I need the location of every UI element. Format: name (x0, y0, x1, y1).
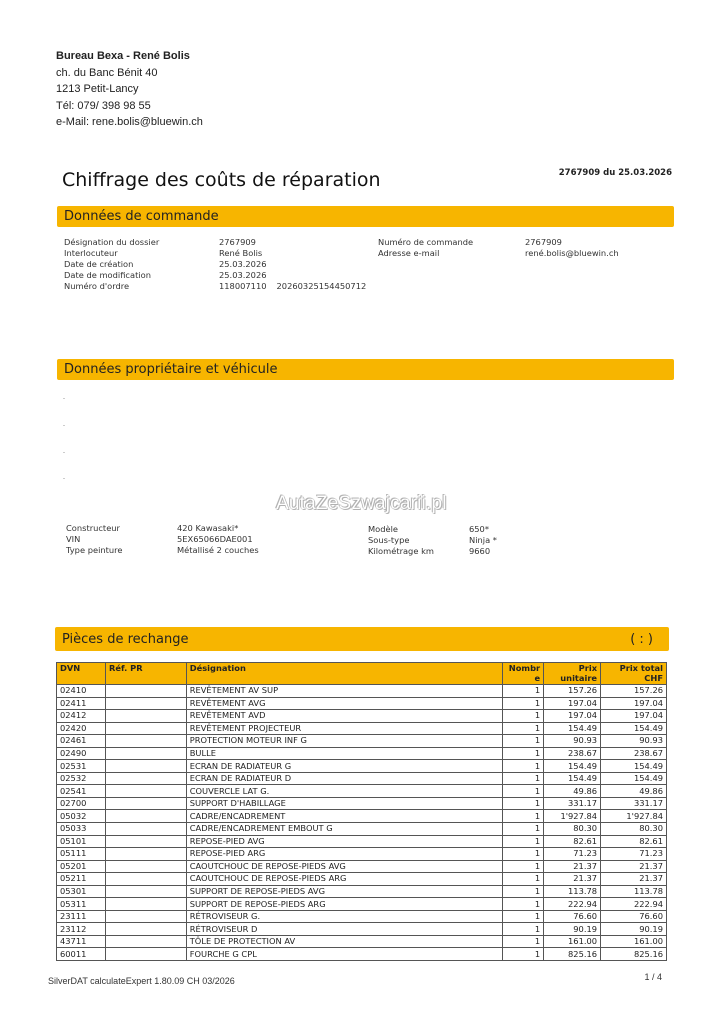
page-number: 1 / 4 (644, 972, 662, 982)
vehicle-values-left (177, 523, 259, 556)
cell-qty: 1 (503, 785, 544, 798)
column-header-quantity: Nombr e (503, 663, 544, 685)
cell-unit: 154.49 (544, 772, 601, 785)
cell-ref (105, 948, 186, 961)
order-label: Numéro d'ordre (64, 281, 130, 291)
cell-total: 154.49 (601, 722, 667, 735)
cell-dvn: 02541 (57, 785, 106, 798)
cell-ref (105, 760, 186, 773)
sender-street: ch. du Banc Bénit 40 (56, 66, 158, 79)
parts-table (56, 662, 667, 961)
table-row (57, 898, 667, 911)
cell-designation: CAOUTCHOUC DE REPOSE-PIEDS AVG (186, 860, 502, 873)
cell-ref (105, 810, 186, 823)
order-value: René Bolis (219, 248, 263, 258)
cell-dvn: 02531 (57, 760, 106, 773)
sender-email: e-Mail: rene.bolis@bluewin.ch (56, 116, 203, 128)
cell-unit: 1'927.84 (544, 810, 601, 823)
table-row (57, 860, 667, 873)
cell-unit: 71.23 (544, 848, 601, 861)
redaction-mark (63, 425, 65, 426)
cell-unit: 222.94 (544, 898, 601, 911)
table-row (57, 747, 667, 760)
order-labels-left (64, 237, 159, 292)
cell-ref (105, 785, 186, 798)
document-reference: 2767909 du 25.03.2026 (558, 168, 672, 178)
order-values-right (525, 237, 619, 259)
cell-total: 197.04 (601, 697, 667, 710)
cell-dvn: 02420 (57, 722, 106, 735)
order-value: 2767909 (525, 237, 562, 247)
vehicle-labels-left (66, 523, 122, 556)
order-number-extra: 20260325154450712 (276, 281, 367, 291)
table-row (57, 810, 667, 823)
order-value: 2767909 (219, 237, 256, 247)
cell-unit: 157.26 (544, 685, 601, 698)
cell-ref (105, 735, 186, 748)
cell-ref (105, 835, 186, 848)
cell-designation: PROTECTION MOTEUR INF G (186, 735, 502, 748)
cell-ref (105, 797, 186, 810)
cell-ref (105, 697, 186, 710)
order-value: 25.03.2026 (219, 270, 267, 280)
vehicle-label: VIN (66, 534, 81, 544)
column-header-unit-price: Prix unitaire (544, 663, 601, 685)
cell-qty: 1 (503, 860, 544, 873)
cell-dvn: 23112 (57, 923, 106, 936)
cell-dvn: 05201 (57, 860, 106, 873)
cell-qty: 1 (503, 823, 544, 836)
vehicle-value: 650* (469, 524, 489, 534)
sender-phone: Tél: 079/ 398 98 55 (56, 99, 151, 112)
table-row (57, 848, 667, 861)
redaction-mark (63, 478, 65, 479)
cell-unit: 90.93 (544, 735, 601, 748)
table-row (57, 785, 667, 798)
vehicle-label: Constructeur (66, 523, 120, 533)
cell-ref (105, 898, 186, 911)
cell-unit: 197.04 (544, 697, 601, 710)
cell-dvn: 05033 (57, 823, 106, 836)
cell-ref (105, 885, 186, 898)
cell-dvn: 02410 (57, 685, 106, 698)
cell-designation: ECRAN DE RADIATEUR D (186, 772, 502, 785)
vehicle-label: Kilométrage km (368, 546, 434, 556)
cell-qty: 1 (503, 735, 544, 748)
section-header-parts (55, 627, 669, 651)
order-values-left (219, 237, 366, 292)
redaction-mark (63, 398, 65, 399)
cell-qty: 1 (503, 935, 544, 948)
section-title-order: Données de commande (64, 209, 219, 224)
vehicle-label: Sous-type (368, 535, 410, 545)
cell-designation: SUPPORT DE REPOSE-PIEDS ARG (186, 898, 502, 911)
footer-software: SilverDAT calculateExpert 1.80.09 CH 03/2026 (48, 976, 235, 986)
cell-total: 197.04 (601, 710, 667, 723)
vehicle-value: Ninja * (469, 535, 497, 545)
cell-total: 21.37 (601, 860, 667, 873)
cell-qty: 1 (503, 810, 544, 823)
cell-designation: CADRE/ENCADREMENT EMBOUT G (186, 823, 502, 836)
cell-ref (105, 935, 186, 948)
cell-unit: 331.17 (544, 797, 601, 810)
cell-dvn: 05211 (57, 873, 106, 886)
cell-qty: 1 (503, 747, 544, 760)
cell-dvn: 02700 (57, 797, 106, 810)
order-label: Adresse e-mail (378, 248, 440, 258)
cell-designation: COUVERCLE LAT G. (186, 785, 502, 798)
cell-unit: 154.49 (544, 760, 601, 773)
cell-designation: SUPPORT DE REPOSE-PIEDS AVG (186, 885, 502, 898)
cell-unit: 21.37 (544, 860, 601, 873)
cell-designation: FOURCHE G CPL (186, 948, 502, 961)
vehicle-value: 9660 (469, 546, 491, 556)
column-header-designation: Désignation (186, 663, 502, 685)
cell-total: 161.00 (601, 935, 667, 948)
sender-name: Bureau Bexa - René Bolis (56, 50, 190, 62)
cell-dvn: 05111 (57, 848, 106, 861)
vehicle-label: Type peinture (66, 545, 123, 555)
cell-unit: 154.49 (544, 722, 601, 735)
cell-ref (105, 923, 186, 936)
cell-total: 154.49 (601, 772, 667, 785)
cell-dvn: 02411 (57, 697, 106, 710)
cell-dvn: 05101 (57, 835, 106, 848)
column-header-ref: Réf. PR (105, 663, 186, 685)
table-row (57, 935, 667, 948)
cell-dvn: 02412 (57, 710, 106, 723)
table-row (57, 910, 667, 923)
cell-unit: 238.67 (544, 747, 601, 760)
cell-designation: RÉTROVISEUR G. (186, 910, 502, 923)
cell-total: 90.19 (601, 923, 667, 936)
cell-qty: 1 (503, 797, 544, 810)
order-label: Désignation du dossier (64, 237, 160, 247)
cell-dvn: 02461 (57, 735, 106, 748)
order-labels-right (378, 237, 473, 259)
order-label: Numéro de commande (378, 237, 474, 247)
cell-qty: 1 (503, 910, 544, 923)
cell-ref (105, 873, 186, 886)
cell-qty: 1 (503, 848, 544, 861)
cell-total: 238.67 (601, 747, 667, 760)
cell-designation: REVÊTEMENT AVG (186, 697, 502, 710)
cell-designation: RÉTROVISEUR D (186, 923, 502, 936)
cell-designation: REVÊTEMENT AV SUP (186, 685, 502, 698)
section-header-order (57, 206, 674, 227)
cell-total: 113.78 (601, 885, 667, 898)
cell-total: 825.16 (601, 948, 667, 961)
cell-dvn: 23111 (57, 910, 106, 923)
cell-dvn: 60011 (57, 948, 106, 961)
cell-unit: 76.60 (544, 910, 601, 923)
page-title: Chiffrage des coûts de réparation (62, 169, 381, 191)
vehicle-label: Modèle (368, 524, 399, 534)
section-title-parts-extra: ( : ) (630, 632, 653, 647)
cell-total: 157.26 (601, 685, 667, 698)
table-row (57, 923, 667, 936)
cell-designation: REVÊTEMENT PROJECTEUR (186, 722, 502, 735)
cell-dvn: 05032 (57, 810, 106, 823)
cell-total: 1'927.84 (601, 810, 667, 823)
cell-designation: REVÊTEMENT AVD (186, 710, 502, 723)
vehicle-value: 420 Kawasaki* (177, 523, 239, 533)
column-header-dvn: DVN (57, 663, 106, 685)
order-label: Interlocuteur (64, 248, 118, 258)
cell-dvn: 05311 (57, 898, 106, 911)
cell-qty: 1 (503, 685, 544, 698)
cell-designation: BULLE (186, 747, 502, 760)
table-row (57, 772, 667, 785)
cell-designation: SUPPORT D'HABILLAGE (186, 797, 502, 810)
cell-ref (105, 823, 186, 836)
cell-designation: REPOSE-PIED ARG (186, 848, 502, 861)
cell-unit: 82.61 (544, 835, 601, 848)
cell-qty: 1 (503, 760, 544, 773)
cell-designation: REPOSE-PIED AVG (186, 835, 502, 848)
cell-total: 71.23 (601, 848, 667, 861)
cell-unit: 90.19 (544, 923, 601, 936)
table-header-row (57, 663, 667, 685)
section-header-vehicle (57, 359, 674, 380)
cell-qty: 1 (503, 873, 544, 886)
sender-address (56, 48, 203, 131)
sender-city: 1213 Petit-Lancy (56, 83, 139, 95)
cell-qty: 1 (503, 772, 544, 785)
cell-designation: ECRAN DE RADIATEUR G (186, 760, 502, 773)
cell-total: 49.86 (601, 785, 667, 798)
vehicle-labels-right (368, 524, 434, 557)
cell-dvn: 05301 (57, 885, 106, 898)
table-row (57, 823, 667, 836)
cell-designation: TÔLE DE PROTECTION AV (186, 935, 502, 948)
cell-unit: 197.04 (544, 710, 601, 723)
cell-qty: 1 (503, 885, 544, 898)
cell-qty: 1 (503, 722, 544, 735)
cell-ref (105, 860, 186, 873)
redaction-mark (63, 452, 65, 453)
parts-table-body (57, 685, 667, 961)
cell-dvn: 02532 (57, 772, 106, 785)
cell-total: 82.61 (601, 835, 667, 848)
cell-ref (105, 685, 186, 698)
cell-total: 21.37 (601, 873, 667, 886)
cell-unit: 80.30 (544, 823, 601, 836)
watermark: AutaZeSzwajcarii.pl (276, 493, 447, 514)
table-row (57, 835, 667, 848)
vehicle-values-right (469, 524, 497, 557)
cell-dvn: 02490 (57, 747, 106, 760)
cell-qty: 1 (503, 923, 544, 936)
cell-designation: CADRE/ENCADREMENT (186, 810, 502, 823)
cell-ref (105, 722, 186, 735)
cell-total: 90.93 (601, 735, 667, 748)
table-row (57, 722, 667, 735)
vehicle-value: Métallisé 2 couches (177, 545, 259, 555)
table-row (57, 685, 667, 698)
order-value-order-number (219, 281, 366, 292)
cell-qty: 1 (503, 710, 544, 723)
table-row (57, 735, 667, 748)
cell-qty: 1 (503, 948, 544, 961)
cell-unit: 21.37 (544, 873, 601, 886)
table-row (57, 948, 667, 961)
table-row (57, 697, 667, 710)
cell-unit: 825.16 (544, 948, 601, 961)
cell-total: 80.30 (601, 823, 667, 836)
cell-ref (105, 848, 186, 861)
cell-designation: CAOUTCHOUC DE REPOSE-PIEDS ARG (186, 873, 502, 886)
cell-unit: 49.86 (544, 785, 601, 798)
column-header-total-price: Prix total CHF (601, 663, 667, 685)
cell-unit: 161.00 (544, 935, 601, 948)
order-label: Date de création (64, 259, 134, 269)
section-title-vehicle: Données propriétaire et véhicule (64, 362, 278, 377)
cell-qty: 1 (503, 697, 544, 710)
table-row (57, 710, 667, 723)
order-number: 118007110 (219, 281, 267, 291)
table-row (57, 873, 667, 886)
order-label: Date de modification (64, 270, 151, 280)
cell-dvn: 43711 (57, 935, 106, 948)
cell-total: 331.17 (601, 797, 667, 810)
cell-ref (105, 710, 186, 723)
order-value: rené.bolis@bluewin.ch (525, 248, 619, 258)
vehicle-value: 5EX65066DAE001 (177, 534, 253, 544)
cell-unit: 113.78 (544, 885, 601, 898)
cell-ref (105, 772, 186, 785)
cell-qty: 1 (503, 835, 544, 848)
cell-total: 76.60 (601, 910, 667, 923)
cell-ref (105, 910, 186, 923)
table-row (57, 760, 667, 773)
cell-total: 154.49 (601, 760, 667, 773)
cell-qty: 1 (503, 898, 544, 911)
order-value: 25.03.2026 (219, 259, 267, 269)
table-row (57, 797, 667, 810)
cell-ref (105, 747, 186, 760)
cell-total: 222.94 (601, 898, 667, 911)
table-row (57, 885, 667, 898)
section-title-parts: Pièces de rechange (62, 632, 189, 647)
